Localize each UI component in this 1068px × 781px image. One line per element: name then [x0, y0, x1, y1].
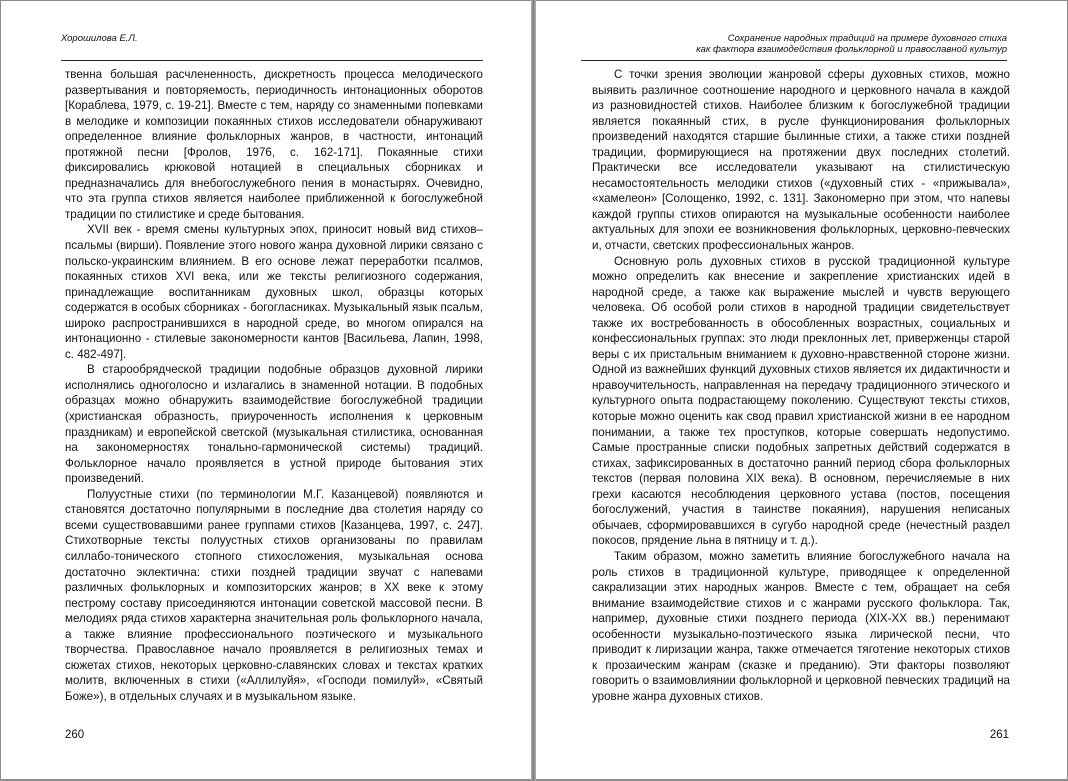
running-header-line: как фактора взаимодействия фольклорной и православной культур — [696, 44, 1007, 55]
page-number: 261 — [989, 729, 1009, 741]
paragraph: В старообрядческой традиции подобные образцов духовной лирики исполнялись одноголосно и излагались в знаменной нотации. В подобных образцах можно обнаружить взаимодействие богослужебной традиции (христианская образность, приуроченность исполнения к церковным праздникам) и европейской светской (музыкальная стилистика, основанная на закономерностях тонально-гармонической системы) традиций. Фольклорное начало проявляется в устной природе бытования этих произведений. — [65, 363, 483, 486]
right-page-body — [592, 67, 1010, 704]
paragraph: твенна большая расчлененность, дискретность процесса мелодического развертывания и повторяемость, периодичность интонационных оборотов [Кораблева, 1979, с. 19-21]. Вместе с тем, наряду со знаменными попевками в мелодике и композиции покаянных стихов исследователи обнаруживают определенное влияние фольклорных жанров, в частности, интонаций протяжной песни [Фролов, 1976, с. 162-171]. Покаянные стихи фиксировались крюковой нотацией в специальных сборниках и предназначались для внебогослужебного пения в монастырях. Очевидно, что эта группа стихов является наиболее приближенной к богослужебной традиции по стилистике и среде бытования. — [65, 68, 483, 221]
header-rule — [61, 60, 483, 61]
paragraph: Основную роль духовных стихов в русской традиционной культуре можно определить как внесение и закрепление христианских идей в народной среде, а также как выражение мыслей и чувств верующего человека. Об особой роли стихов в народной традиции свидетельствует также их востребованность в обособленных возрастных, социальных и конфессиональных группах: это люди преклонных лет, приверженцы старой веры с их пристальным вниманием к духовно-нравственной стороне жизни. Одной из важнейших функций духовных стихов является их дидактичности и нравоучительность, направленная на передачу традиционного этического и культурного опыта подрастающему поколению. Существуют тексты стихов, которые можно оценить как свод правил христианской жизни в ее народном понимании, а также тех проступков, которые совершать недопустимо. Самые пространные списки подобных запретных действий содержатся в стихах, зафиксированных в достаточно ранний период сбора фольклорных текстов (первая половина XIX века). В основном, перечисляемые в них грехи касаются несоблюдения церковного устава (постов, посещения богослужений, участия в таинстве покаяния), нарушения неписаных обычаев, сформировавшихся в сугубо народной среде (нечестный раздел покосов, прядение льна в пятницу и т. д.). — [592, 254, 1010, 548]
running-header-title — [581, 33, 1007, 55]
running-header-author: Хорошилова Е.Л. — [61, 33, 138, 44]
paragraph: С точки зрения эволюции жанровой сферы духовных стихов, можно выявить различное соотношение народного и церковного начала в каждой из разновидностей стихов. Наиболее близким к богослужебной традиции является покаянный стих, в русле функционирования фольклорных произведений находятся старшие былинные стихи, а также стихи поздней традиции, формирующиеся на протяжении двух последних столетий. Практически все исследователи указывают на стилистическую несамостоятельность мелодики стихов («духовный стих - «прижывала», «хамелеон» [Солощенко, 1992, с. 131]. Закономерно при этом, что напевы каждой группы стихов опираются на музыкальные особенности наиболее актуальных для эпохи ее возникновения фольклорных, церковно-певческих и, отчасти, светских профессиональных жанров. — [592, 68, 1010, 253]
page-number: 260 — [65, 729, 85, 741]
paragraph: Полуустные стихи (по терминологии М.Г. Казанцевой) появляются и становятся достаточно популярными в последние два столетия наряду со всеми существовавшими ранее группами стихов [Казанцева, 1997, с. 247]. Стихотворные тексты полуустных стихов организованы по правилам силлабо-тонического стопного стихосложения, музыкальная основа достаточно эклектична: стихи поздней традиции звучат с напевами различных фольклорных и композиторских жанров; в XX веке к этому пестрому составу присоединяются интонации советской массовой песни. В мелодиях ряда стихов характерна значительная роль фольклорного начала, а также влияние профессионального поэтического и музыкального творчества. Православное начало проявляется в религиозных темах и сюжетах стихов, некоторых церковно-славянских словах и текстах кратких молитв, включенных в стихи («Аллилуйя», «Господи помилуй», «Святый Боже»), в отдельных случаях и в музыкальном языке. — [65, 487, 483, 703]
header-rule — [581, 60, 1007, 61]
left-page — [1, 1, 531, 779]
left-page-body — [65, 67, 483, 704]
right-page — [536, 1, 1067, 779]
paragraph: Таким образом, можно заметить влияние богослужебного начала на роль стихов в традиционной культуре, приводящее к определенной сакрализации этих народных жанров. Вместе с тем, обращает на себя внимание взаимодействие стихов и с жанрами русского фольклора. Так, например, духовные стихи позднего периода (XIX-XX вв.) перенимают особенности музыкально-поэтического языка лирической песни, что приводит к лиризации жанра, также отмечается тяготение некоторых стихов к прозаическим жанрам (сказке и преданию). Эти факторы позволяют говорить о взаимовлиянии фольклорной и церковной певческих традиций на уровне жанра духовных стихов. — [592, 549, 1010, 703]
paragraph: XVII век - время смены культурных эпох, приносит новый вид стихов– псальмы (вирши). Появление этого нового жанра духовной лирики связано с польско-украинским влиянием. В его основе лежат переработки псалмов, покаянных стихов XVI века, или же тексты религиозного содержания, принадлежащие воспитанникам духовных школ, образцы которых содержатся в особых сборниках - богогласниках. Музыкальный язык псальм, широко распространившихся в народной среде, во многом опирался на интонационно - стилевые закономерности кантов [Васильева, Лапин, 1998, с. 482-497]. — [65, 223, 483, 361]
running-header-line: Сохранение народных традиций на примере духовного стиха — [727, 33, 1007, 44]
